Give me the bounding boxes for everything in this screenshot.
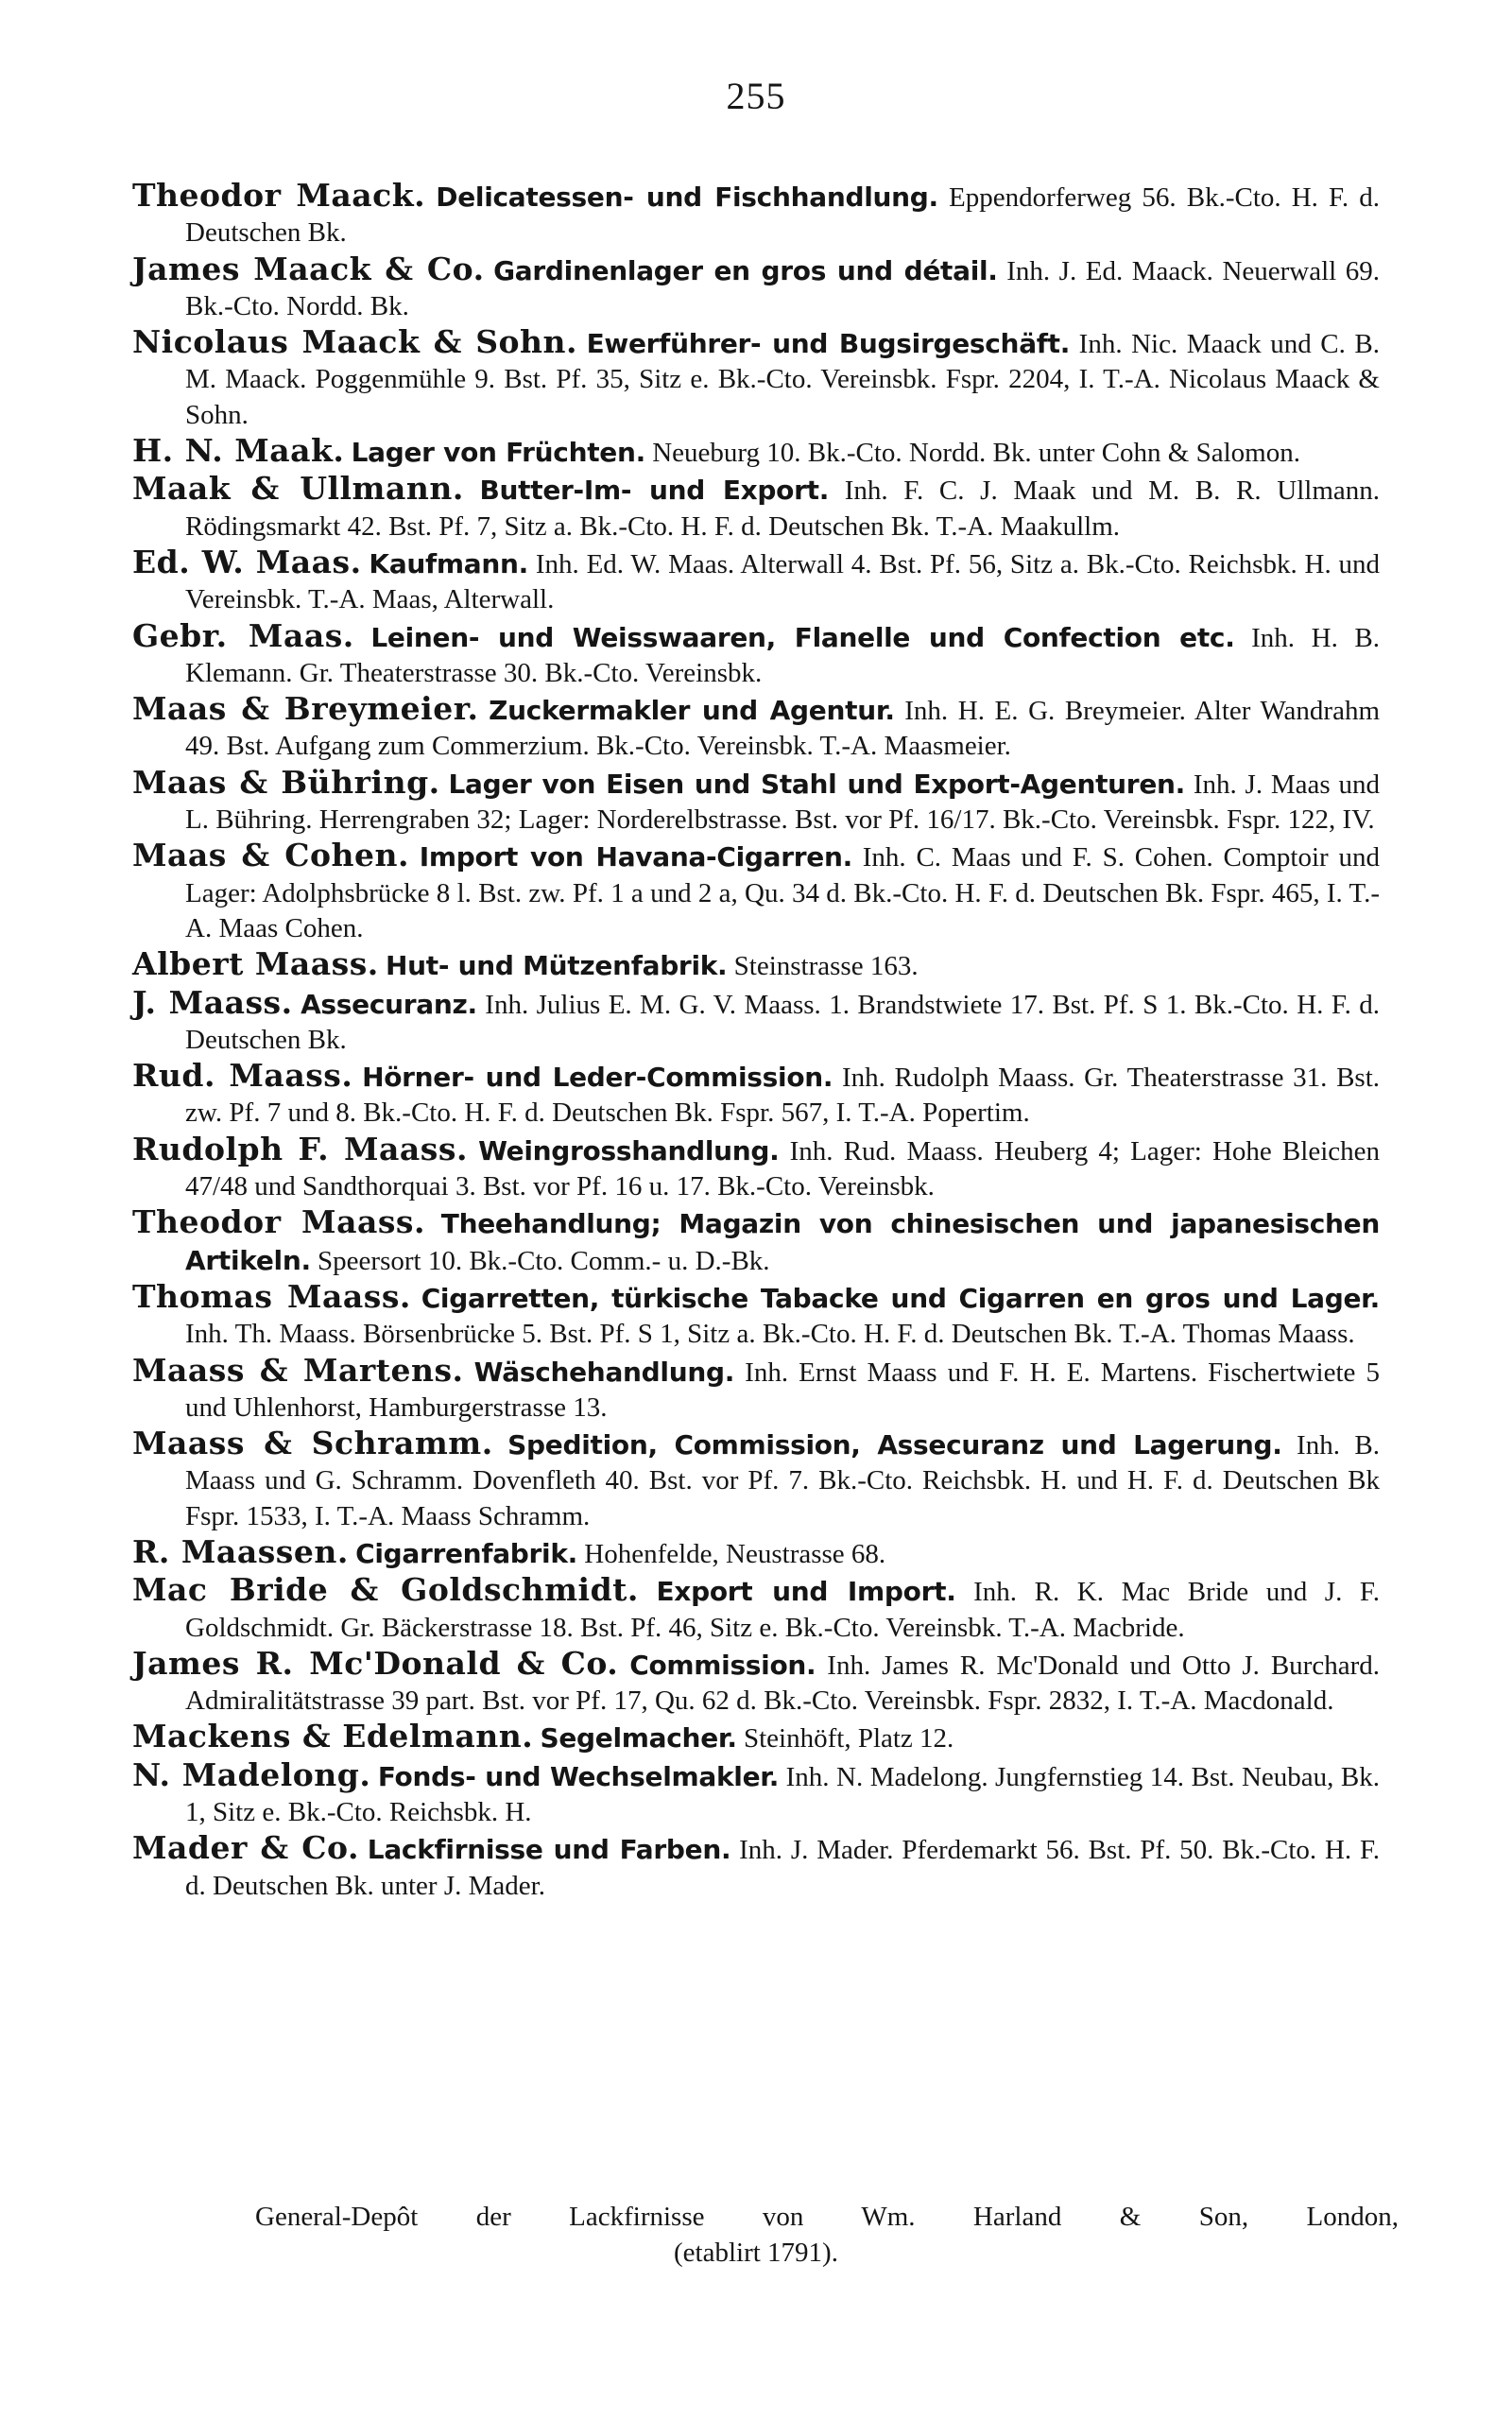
directory-entry — [132, 433, 1380, 471]
entry-firm-name: Theodor Maack. — [132, 177, 426, 214]
entry-business: Hörner- und Leder-Commission. — [362, 1062, 833, 1094]
directory-entry — [132, 324, 1380, 433]
entry-business: Theehandlung; Magazin von chinesischen und japanesischen Artikeln. — [185, 1208, 1380, 1276]
page-number: 255 — [726, 75, 786, 117]
entry-details: Inh. Rud. Maass. Heuberg 4; Lager: Hohe Bleichen 47/48 und Sandthorquai 3. Bst. vor Pf. 16 u. 17. Bk.-Cto. Vereinsbk. — [185, 1135, 1380, 1202]
directory-entry — [132, 618, 1380, 692]
entry-details: Inh. B. Maass und G. Schramm. Dovenfleth 40. Bst. vor Pf. 7. Bk.-Cto. Reichsbk. H. und H. F. d. Deutschen Bk Fspr. 1533, I. T.-A. Maass Schramm. — [185, 1430, 1381, 1531]
entry-firm-name: Gebr. Maas. — [132, 616, 354, 654]
directory-entry — [132, 691, 1380, 765]
entry-firm-name: Maas & Breymeier. — [132, 690, 479, 728]
entry-firm-name: Mac Bride & Goldschmidt. — [132, 1571, 639, 1609]
entry-business: Cigarrenfabrik. — [355, 1537, 578, 1569]
entry-business: Commission. — [629, 1649, 816, 1681]
entry-business: Fonds- und Wechselmakler. — [377, 1760, 780, 1792]
entry-business: Import von Havana-Cigarren. — [419, 841, 852, 873]
entry-business: Leinen- und Weisswaaren, Flanelle und Confection etc. — [370, 621, 1235, 653]
directory-entry — [132, 1426, 1380, 1534]
directory-entry — [132, 1572, 1380, 1646]
entry-business: Wäschehandlung. — [473, 1356, 735, 1388]
entry-firm-name: Maak & Ullmann. — [132, 470, 464, 508]
entry-firm-name: Maas & Cohen. — [132, 837, 409, 874]
entry-firm-name: Thomas Maass. — [132, 1277, 411, 1315]
entry-details: Inh. Ernst Maass und F. H. E. Martens. Fischertwiete 5 und Uhlenhorst, Hamburgerstrasse 13. — [185, 1357, 1381, 1423]
entry-business: Lackfirnisse und Farben. — [367, 1834, 731, 1866]
entry-details: Inh. Rudolph Maass. Gr. Theaterstrasse 31. Bst. zw. Pf. 7 und 8. Bk.-Cto. H. F. d. Deutschen Bk. Fspr. 567, I. T.-A. Popertim. — [185, 1063, 1381, 1129]
entry-business: Butter-Im- und Export. — [479, 475, 830, 507]
entry-business: Segelmacher. — [540, 1722, 737, 1754]
directory-entry — [132, 1719, 1380, 1756]
entry-details: Inh. J. Mader. Pferdemarkt 56. Bst. Pf. 50. Bk.-Cto. H. F. d. Deutschen Bk. unter J. Mader. — [185, 1835, 1381, 1901]
directory-entry — [132, 1132, 1380, 1205]
entry-details: Inh. J. Maas und L. Bühring. Herrengraben 32; Lager: Norderelbstrasse. Bst. vor Pf. 16/17. Bk.-Cto. Vereinsbk. Fspr. 122, IV. — [185, 769, 1381, 836]
directory-entry — [132, 1204, 1380, 1279]
entry-list — [132, 178, 1380, 1904]
entry-firm-name: Maass & Schramm. — [132, 1425, 493, 1462]
entry-firm-name: Theodor Maass. — [132, 1203, 425, 1241]
entry-firm-name: Albert Maass. — [132, 945, 379, 983]
directory-entry — [132, 1830, 1380, 1904]
entry-firm-name: R. Maassen. — [132, 1532, 349, 1570]
entry-business: Cigarretten, türkische Tabacke und Cigarren en gros und Lager. — [421, 1282, 1380, 1314]
entry-details: Inh. F. C. J. Maak und M. B. R. Ullmann. Rödingsmarkt 42. Bst. Pf. 7, Sitz a. Bk.-Cto. H. F. d. Deutschen Bk. T.-A. Maakullm. — [185, 475, 1381, 542]
entry-business: Gardinenlager en gros und détail. — [493, 254, 998, 286]
entry-firm-name: James R. Mc'Donald & Co. — [132, 1644, 619, 1682]
entry-details: Inh. Th. Maass. Börsenbrücke 5. Bst. Pf. S 1, Sitz a. Bk.-Cto. H. F. d. Deutschen Bk. T.-A. Thomas Maass. — [185, 1319, 1355, 1350]
entry-business: Lager von Eisen und Stahl und Export-Agenturen. — [448, 768, 1185, 800]
entry-firm-name: Nicolaus Maack & Sohn. — [132, 323, 578, 361]
entry-business: Lager von Früchten. — [351, 437, 645, 469]
directory-entry — [132, 985, 1380, 1059]
entry-firm-name: Maass & Martens. — [132, 1351, 464, 1389]
entry-details: Speersort 10. Bk.-Cto. Comm.- u. D.-Bk. — [318, 1245, 770, 1276]
directory-entry — [132, 1058, 1380, 1132]
entry-details: Inh. C. Maas und F. S. Cohen. Comptoir und Lager: Adolphsbrücke 8 l. Bst. zw. Pf. 1 a und 2 a, Qu. 34 d. Bk.-Cto. H. F. d. Deutschen Bk. Fspr. 465, I. T.-A. Maas Cohen. — [185, 842, 1381, 943]
footnote-line-1: General-Depôt der Lackfirnisse von Wm. Harland & Son, London, — [255, 2202, 1399, 2232]
entry-details: Inh. H. B. Klemann. Gr. Theaterstrasse 30. Bk.-Cto. Vereinsbk. — [185, 622, 1381, 688]
entry-details: Inh. R. K. Mac Bride und J. F. Goldschmidt. Gr. Bäckerstrasse 18. Bst. Pf. 46, Sitz e. Bk.-Cto. Vereinsbk. T.-A. Macbride. — [185, 1577, 1380, 1643]
directory-entry — [132, 1279, 1380, 1353]
entry-firm-name: N. Madelong. — [132, 1755, 371, 1793]
entry-details: Steinstrasse 163. — [733, 951, 919, 982]
entry-details: Neueburg 10. Bk.-Cto. Nordd. Bk. unter Cohn & Salomon. — [652, 438, 1300, 469]
entry-firm-name: James Maack & Co. — [132, 250, 485, 287]
entry-business: Ewerführer- und Bugsirgeschäft. — [586, 328, 1071, 360]
entry-business: Assecuranz. — [301, 988, 477, 1020]
entry-details: Inh. James R. Mc'Donald und Otto J. Burchard. Admiralitätstrasse 39 part. Bst. vor Pf. 17, Qu. 62 d. Bk.-Cto. Vereinsbk. Fspr. 2832, I. T.-A. Macdonald. — [185, 1650, 1380, 1717]
entry-details: Inh. Nic. Maack und C. B. M. Maack. Poggenmühle 9. Bst. Pf. 35, Sitz e. Bk.-Cto. Vereinsbk. Fspr. 2204, I. T.-A. Nicolaus Maack & Sohn. — [185, 329, 1381, 430]
entry-business: Weingrosshandlung. — [478, 1134, 780, 1167]
entry-firm-name: Maas & Bühring. — [132, 763, 440, 801]
entry-business: Spedition, Commission, Assecuranz und Lagerung. — [507, 1429, 1282, 1461]
directory-entry — [132, 251, 1380, 325]
directory-entry — [132, 471, 1380, 544]
entry-firm-name: J. Maass. — [132, 983, 293, 1021]
entry-details: Steinhöft, Platz 12. — [743, 1723, 954, 1754]
entry-firm-name: Rud. Maass. — [132, 1057, 353, 1095]
directory-entry — [132, 544, 1380, 618]
directory-entry — [132, 1757, 1380, 1831]
footnote-line-2: (etablirt 1791). — [674, 2238, 838, 2268]
entry-firm-name: Ed. W. Maas. — [132, 543, 362, 580]
entry-firm-name: H. N. Maak. — [132, 432, 345, 470]
entry-business: Delicatessen- und Fischhandlung. — [436, 182, 938, 213]
directory-entry — [132, 178, 1380, 251]
directory-entry — [132, 1534, 1380, 1572]
directory-entry — [132, 1646, 1380, 1720]
entry-details: Inh. Ed. W. Maas. Alterwall 4. Bst. Pf. 56, Sitz a. Bk.-Cto. Reichsbk. H. und Vereinsbk. T.-A. Maas, Alterwall. — [185, 548, 1381, 615]
directory-entry — [132, 946, 1380, 984]
entry-business: Zuckermakler und Agentur. — [489, 695, 895, 727]
directory-entry — [132, 1353, 1380, 1426]
directory-entry — [132, 765, 1380, 838]
entry-details: Inh. H. E. G. Breymeier. Alter Wandrahm 49. Bst. Aufgang zum Commerzium. Bk.-Cto. Vereinsbk. T.-A. Maasmeier. — [185, 696, 1380, 762]
entry-business: Hut- und Mützenfabrik. — [386, 950, 728, 982]
entry-business: Export und Import. — [656, 1576, 956, 1608]
entry-details: Inh. Julius E. M. G. V. Maass. 1. Brandstwiete 17. Bst. Pf. S 1. Bk.-Cto. H. F. d. Deutschen Bk. — [185, 989, 1381, 1055]
directory-entry — [132, 838, 1380, 946]
entry-details: Eppendorferweg 56. Bk.-Cto. H. F. d. Deutschen Bk. — [185, 182, 1380, 249]
entry-firm-name: Mader & Co. — [132, 1829, 359, 1867]
entry-firm-name: Rudolph F. Maass. — [132, 1130, 468, 1167]
entry-details: Hohenfelde, Neustrasse 68. — [584, 1538, 886, 1569]
entry-firm-name: Mackens & Edelmann. — [132, 1718, 534, 1755]
entry-details: Inh. N. Madelong. Jungfernstieg 14. Bst. Neubau, Bk. 1, Sitz e. Bk.-Cto. Reichsbk. H. — [185, 1761, 1380, 1828]
entry-business: Kaufmann. — [369, 547, 529, 579]
entry-details: Inh. J. Ed. Maack. Neuerwall 69. Bk.-Cto. Nordd. Bk. — [185, 255, 1381, 321]
